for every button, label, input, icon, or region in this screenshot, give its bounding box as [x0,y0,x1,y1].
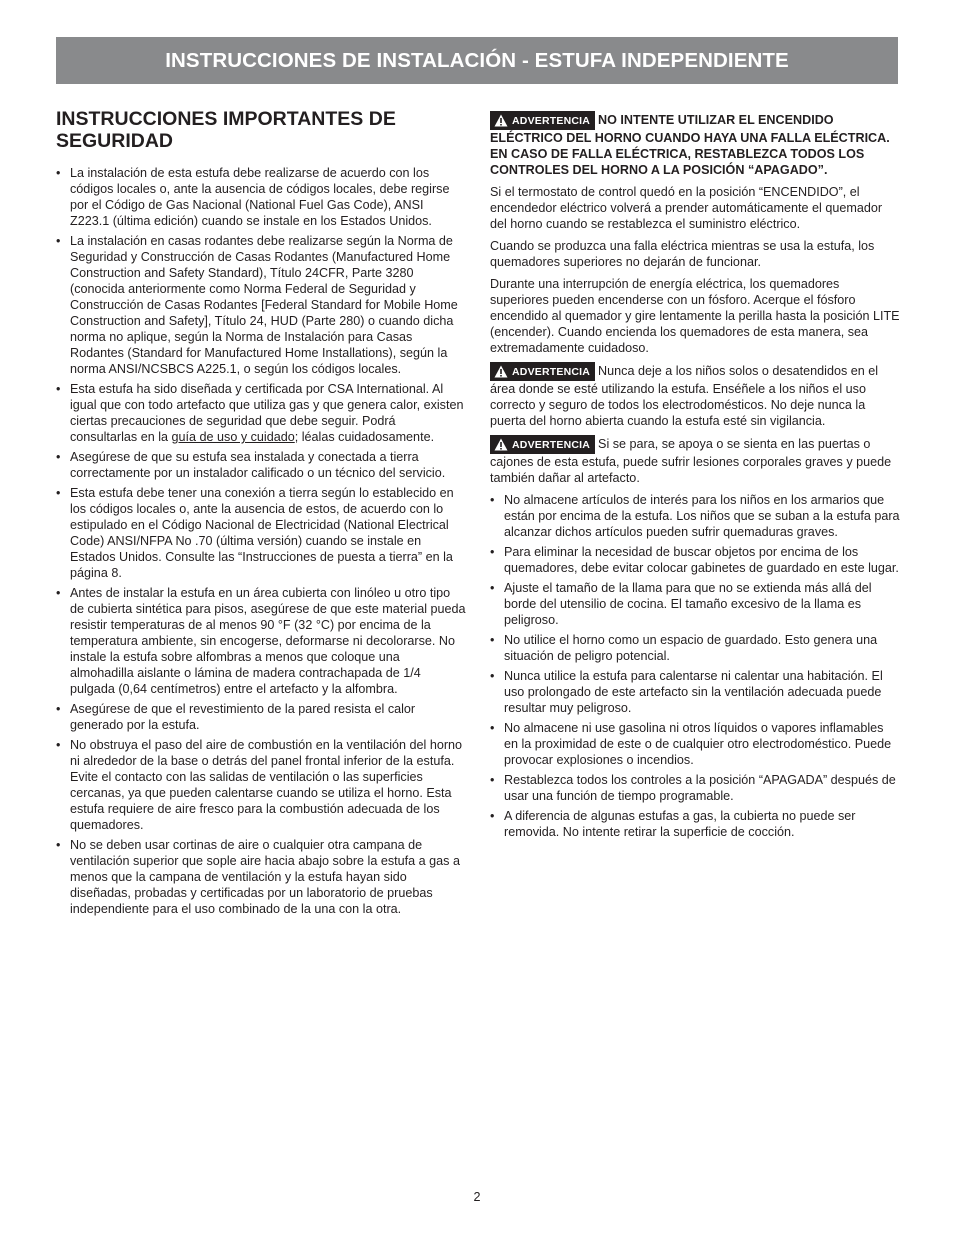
use-care-guide-link[interactable]: guía de uso y cuidado [171,430,295,444]
warning-badge: ADVERTENCIA [490,435,595,454]
page-number: 2 [473,1190,481,1204]
bullet-icon: • [56,738,61,752]
warning-badge: ADVERTENCIA [490,362,595,381]
list-item: • Ajuste el tamaño de la llama para que no se extienda más allá del borde del utensilio de cocina. El tamaño excesivo de la llama es peligroso. [490,581,872,627]
bullet-icon: • [490,669,495,683]
list-item: • No almacene ni use gasolina ni otros líquidos o vapores inflamables en la proximidad de este o de cualquier otro electrodoméstico. Puede provocar explosiones o incendios. [490,721,892,767]
bullet-icon: • [490,773,495,787]
list-item: • La instalación en casas rodantes debe realizarse según la Norma de Seguridad y Construcción de Casas Rodantes (Manufactured Home Construction and Safety Standard), Título 24CFR, Parte 3280 (conocida anteriormente como Norma Federal de Seguridad y Construcción de Casas Rodantes [Federal Standard for Mobile Home Construction and Safety], Título 24, HUD (Parte 280) o cuando dicha norma no aplique, según la Norma de Instalación para Casas Rodantes (Standard for Manufactured Home Installations), según la norma ANSI/NCSBCS A225.1, o según los códigos locales. [56,234,458,376]
paragraph: Durante una interrupción de energía eléctrica, los quemadores superiores pueden encenderse con un fósforo. Acerque el fósforo encendido al quemador y gire lentamente la perilla hasta la posición LITE (encender). Cuando encienda los quemadores de esta manera, sea extremadamente cuidadoso. [490,277,900,355]
list-item: • Antes de instalar la estufa en un área cubierta con linóleo u otro tipo de cubierta sintética para pisos, asegúrese de que este material pueda resistir temperaturas de al menos 90 °F (32 °C) por encima de la temperatura ambiente, sin encogerse, deformarse ni decolorarse. No instale la estufa sobre alfombras a menos que coloque una almohadilla aislante o lámina de madera contrachapada de 1/4 pulgada (0,64 centímetros) entre el artefacto y la alfombra. [56,586,466,696]
paragraph: Si el termostato de control quedó en la posición “ENCENDIDO”, el encendedor eléctrico volverá a prender automáticamente el quemador del horno cuando se restablezca el suministro eléctrico. [490,185,883,231]
bullet-icon: • [490,633,495,647]
warnings-section [490,111,900,844]
bullet-icon: • [56,166,61,180]
bullet-icon: • [56,486,61,500]
paragraph: Cuando se produzca una falla eléctrica mientras se usa la estufa, los quemadores superiores no dejarán de funcionar. [490,239,875,269]
bullet-icon: • [490,721,495,735]
page-title: INSTRUCCIONES DE INSTALACIÓN - ESTUFA INDEPENDIENTE [165,48,789,72]
bullet-icon: • [490,545,495,559]
list-item: • Esta estufa ha sido diseñada y certificada por CSA International. Al igual que con todo artefacto que utiliza gas y que genera calor, existen ciertas precauciones de seguridad que debe seguir. Podrá consultarlas en la guía de uso y cuidado; léalas cuidadosamente. [56,382,464,444]
bullet-icon: • [56,586,61,600]
warning-electric: ADVERTENCIA NO INTENTE UTILIZAR EL ENCENDIDO ELÉCTRICO DEL HORNO CUANDO HAYA UNA FALLA ELÉCTRICA. EN CASO DE FALLA ELÉCTRICA, RESTABLEZCA TODOS LOS CONTROLES DEL HORNO A LA POSICIÓN “APAGADO”. [490,113,890,177]
warning-doors: ADVERTENCIA Si se para, se apoya o se sienta en las puertas o cajones de esta estufa, puede sufrir lesiones corporales graves y puede también dañar al artefacto. [490,437,892,485]
warning-triangle-icon [494,365,508,378]
bullet-icon: • [490,581,495,595]
warning-children: ADVERTENCIA Nunca deje a los niños solos o desatendidos en el área donde se esté utilizando la estufa. Enséñele a los niños el uso correcto y seguro de todos los electrodomésticos. No deje nunca la puerta del horno abierta cuando la estufa esté sin vigilancia. [490,364,879,428]
bullet-icon: • [490,809,495,823]
list-item: • No obstruya el paso del aire de combustión en la ventilación del horno ni alrededor de la base o detrás del panel frontal inferior de la estufa. Evite el contacto con las salidas de ventilación o las superficies cercanas, ya que pueden calentarse cuando se utiliza el horno. Esta estufa requiere de aire fresco para la combustión adecuada de los quemadores. [56,738,463,832]
bullet-icon: • [56,234,61,248]
list-item: • No almacene artículos de interés para los niños en los armarios que están por encima de la estufa. Los niños que se suban a la estufa para alcanzar dichos artículos pueden sufrir quemaduras graves. [490,493,900,539]
list-item: • Esta estufa debe tener una conexión a tierra según lo establecido en los códigos locales o, ante la ausencia de estos, de acuerdo con lo estipulado en el Código Nacional de Electricidad (National Electrical Code) ANSI/NFPA No .70 (última versión) cuando se instale en Estados Unidos. Consulte las “Instrucciones de puesta a tierra” en la página 8. [56,486,454,580]
bullet-icon: • [56,450,61,464]
safety-list [56,165,466,921]
list-item: • A diferencia de algunas estufas a gas, la cubierta no puede ser removida. No intente retirar la superficie de cocción. [490,809,856,839]
list-item: • La instalación de esta estufa debe realizarse de acuerdo con los códigos locales o, ante la ausencia de códigos locales, debe regirse por el Código de Gas Nacional (National Fuel Gas Code), ANSI Z223.1 (última edición) cuando se instale en los Estados Unidos. [56,166,450,228]
warning-triangle-icon [494,438,508,451]
list-item: • No se deben usar cortinas de aire o cualquier otra campana de ventilación superior que sople aire hacia abajo sobre la estufa a gas a menos que la campana de ventilación y la estufa hayan sido diseñadas, probadas y certificadas por un laboratorio de pruebas independiente para el uso combinado de la una con la otra. [56,838,460,916]
list-item: • Asegúrese de que su estufa sea instalada y conectada a tierra correctamente por un instalador calificado o un técnico del servicio. [56,450,446,480]
section-heading: INSTRUCCIONES IMPORTANTES DE SEGURIDAD [56,108,396,152]
bullet-icon: • [56,838,61,852]
warning-badge: ADVERTENCIA [490,111,595,130]
page-banner [56,37,898,84]
list-item: • No utilice el horno como un espacio de guardado. Esto genera una situación de peligro potencial. [490,633,878,663]
list-item: • Nunca utilice la estufa para calentarse ni calentar una habitación. El uso prolongado de este artefacto sin la ventilación adecuada puede resultar muy peligroso. [490,669,883,715]
list-item: • Para eliminar la necesidad de buscar objetos por encima de los quemadores, debe evitar colocar gabinetes de guardado en este lugar. [490,545,899,575]
bullet-icon: • [490,493,495,507]
list-item: • Restablezca todos los controles a la posición “APAGADA” después de usar una función de tiempo programable. [490,773,896,803]
list-item: • Asegúrese de que el revestimiento de la pared resista el calor generado por la estufa. [56,702,416,732]
bullet-icon: • [56,382,61,396]
bullet-icon: • [56,702,61,716]
precautions-list [490,492,900,840]
warning-triangle-icon [494,114,508,127]
